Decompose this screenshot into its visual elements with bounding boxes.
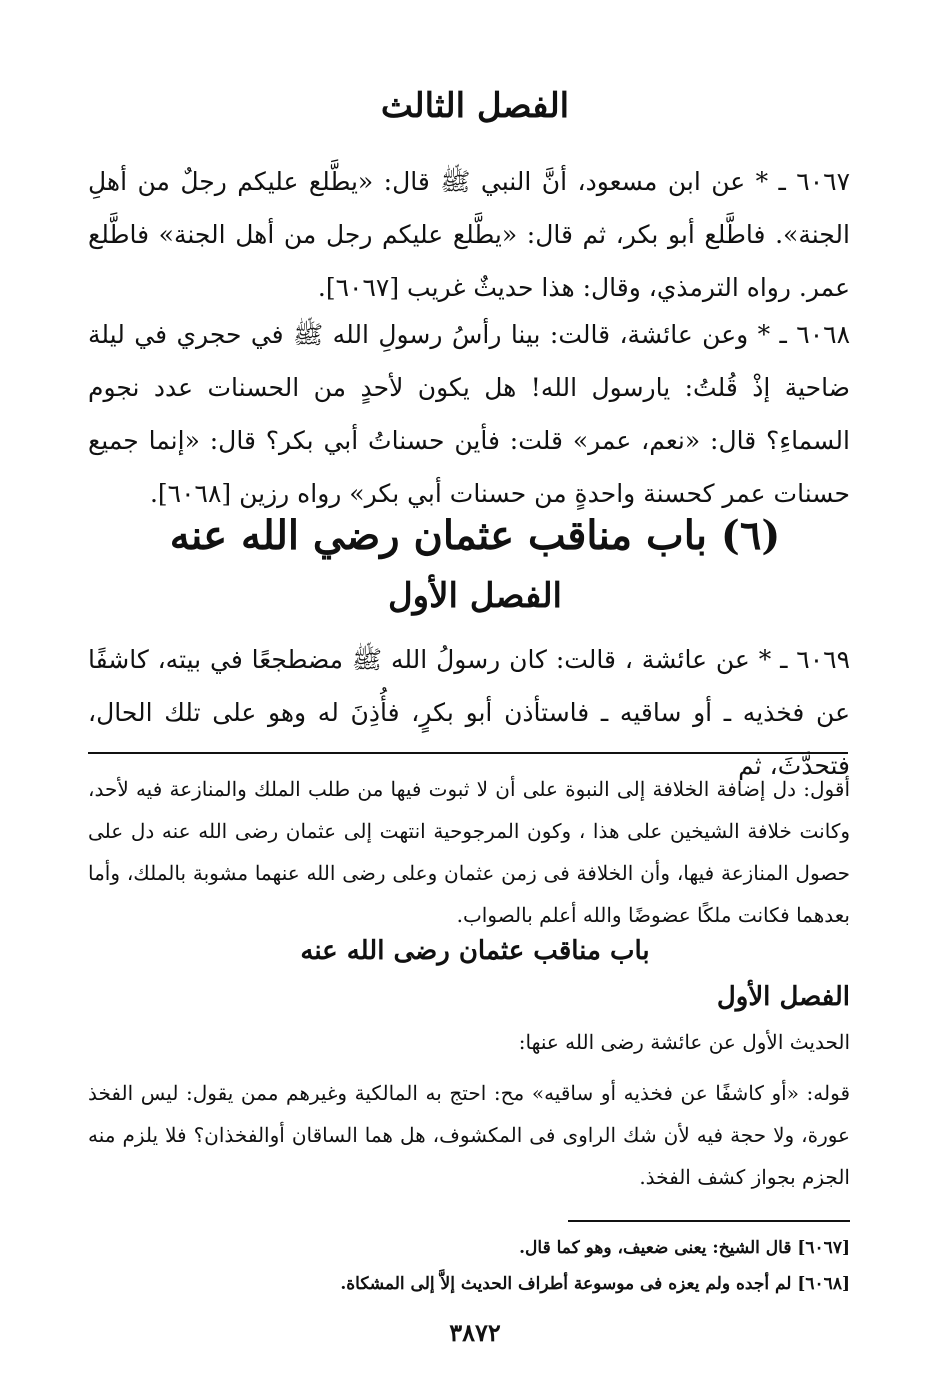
main-text-divider <box>88 752 848 754</box>
hadith-6069: ٦٠٦٩ ـ * عن عائشة ، قالت: كان رسولُ الله ﷺ مضطجعًا في بيته، كاشفًا عن فخذيه ـ أو ساقيه ـ فاستأذن أبو بكرٍ، فأُذِنَ له وهو على تلك الحال، فتحدَّثَ، ثم <box>88 645 850 780</box>
commentary-chapter-title: باب مناقب عثمان رضى الله عنه <box>300 936 650 966</box>
footnote-6067: [٦٠٦٧] قال الشيخ: يعنى ضعيف، وهو كما قال. <box>519 1238 850 1258</box>
chapter-title: (٦) باب مناقب عثمان رضي الله عنه <box>169 512 781 559</box>
commentary-section-title: الفصل الأول <box>716 982 850 1012</box>
commentary-qawl: قوله: «أو كاشفًا عن فخذيه أو ساقيه» مح: احتج به المالكية وغيرهم ممن يقول: ليس الفخذ عورة، ولا حجة فيه لأن شك الراوى فى المكشوف، هل هما الساقان أوالفخذان؟ فلا يلزم منه الجزم بجواز كشف الفخذ. <box>88 1081 850 1189</box>
page-number: ٣٨٧٢ <box>449 1318 501 1347</box>
footnote-divider <box>568 1220 850 1222</box>
commentary-hadith-intro: الحديث الأول عن عائشة رضى الله عنها: <box>518 1030 850 1054</box>
commentary-aqoul: أقول: دل إضافة الخلافة إلى النبوة على أن لا ثبوت فيها من طلب الملك والمنازعة فيه لأحد، وكانت خلافة الشيخين على هذا ، وكون المرجوحية انتهت إلى عثمان رضى الله عنه دل على حصول المنازعة فيها، وأن الخلافة فى زمن عثمان وعلى رضى الله عنهما مشوبة بالملك، وأما بعدهما فكانت ملكًا عضوضًا والله أعلم بالصواب. <box>88 777 850 927</box>
section-first-title: الفصل الأول <box>387 576 563 616</box>
hadith-6068: ٦٠٦٨ ـ * وعن عائشة، قالت: بينا رأسُ رسولِ الله ﷺ في حجري في ليلة ضاحية إذْ قُلتُ: يارسول الله! هل يكون لأحدٍ من الحسنات عدد نجوم السماءِ؟ قال: «نعم، عمر» قلت: فأين حسناتُ أبي بكر؟ قال: «إنما جميع حسنات عمر كحسنة واحدةٍ من حسنات أبي بكر» رواه رزين [٦٠٦٨]. <box>88 320 850 508</box>
hadith-6067: ٦٠٦٧ ـ * عن ابن مسعود، أنَّ النبي ﷺ قال: «يطَّلع عليكم رجلٌ من أهلِ الجنة». فاطَّلع أبو بكر، ثم قال: «يطَّلع عليكم رجل من أهل الجنة» فاطَّلع عمر. رواه الترمذي، وقال: هذا حديثٌ غريب [٦٠٦٧]. <box>88 167 850 302</box>
section-third-title: الفصل الثالث <box>380 86 570 126</box>
footnote-6068: [٦٠٦٨] لم أجده ولم يعزه فى موسوعة أطراف الحديث إلاَّ إلى المشكاة. <box>340 1274 850 1294</box>
